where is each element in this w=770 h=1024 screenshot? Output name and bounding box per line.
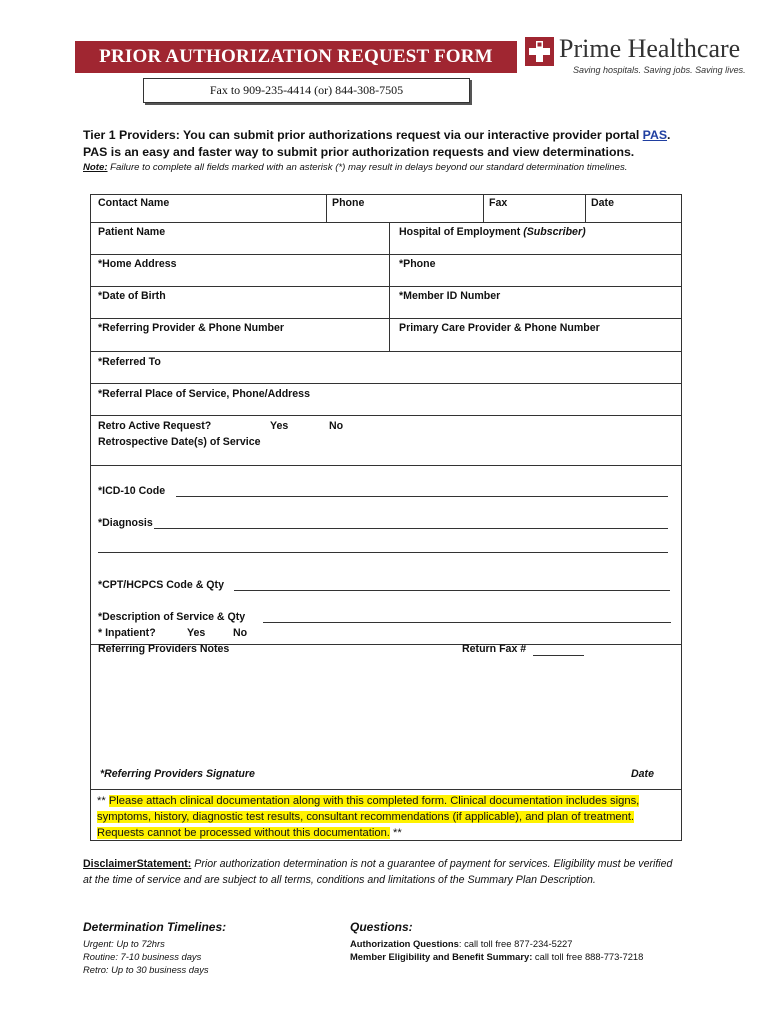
attach-text: Please attach clinical documentation along with this completed form. Clinical documentation includes signs, symptoms, history, diagnostic test results, consultant recommendations (if applicable), and plan of treatment. Requests cannot be processed without this documentation. [97, 795, 640, 839]
dob-field[interactable]: *Date of Birth [98, 290, 166, 302]
note-text: Failure to complete all fields marked with an asterisk (*) may result in delays beyond our standard determination timelines. [107, 162, 628, 173]
member-id-field[interactable]: *Member ID Number [399, 290, 501, 302]
pcp-field[interactable]: Primary Care Provider & Phone Number [399, 322, 600, 334]
member-eligibility-label: Member Eligibility and Benefit Summary: [350, 951, 533, 962]
icd10-input[interactable] [176, 496, 668, 497]
fax-field[interactable]: Fax [489, 197, 508, 209]
disclaimer-text: Prior authorization determination is not a guarantee of payment for services. Eligibility must be verified at the time of service and are subject to all terms, conditions and limitations of the Summary Plan Description. [83, 858, 673, 886]
note-label: Note: [83, 162, 108, 173]
auth-questions-line [350, 937, 572, 950]
intro-line2: PAS is an easy and faster way to submit prior authorization requests and view determinations. [83, 145, 635, 159]
diagnosis-input[interactable] [154, 528, 668, 529]
notes-field[interactable]: Referring Providers Notes [98, 643, 230, 655]
member-eligibility-line [350, 950, 643, 963]
fax-instruction: Fax to 909-235-4414 (or) 844-308-7505 [143, 78, 470, 103]
description-input[interactable] [263, 622, 671, 623]
disclaimer [83, 856, 683, 888]
hospital-field[interactable] [399, 226, 586, 238]
cpt-label: *CPT/HCPCS Code & Qty [98, 579, 224, 591]
attachment-notice [97, 793, 671, 841]
timeline-retro: Retro: Up to 30 business days [83, 964, 209, 975]
timelines-heading: Determination Timelines: [83, 920, 227, 934]
brand-name: Prime Healthcare [559, 34, 741, 63]
diagnosis-input-line2[interactable] [98, 552, 668, 553]
retro-yes-option[interactable]: Yes [270, 420, 289, 432]
contact-name-field[interactable]: Contact Name [98, 197, 170, 209]
hospital-sub: (Subscriber) [523, 226, 586, 238]
timeline-routine: Routine: 7-10 business days [83, 951, 202, 962]
inpatient-label: * Inpatient? [98, 627, 156, 639]
pas-portal-link[interactable]: PAS [642, 128, 668, 142]
referring-provider-field[interactable]: *Referring Provider & Phone Number [98, 322, 285, 334]
questions-heading: Questions: [350, 920, 413, 934]
inpatient-yes-option[interactable]: Yes [187, 627, 206, 639]
cross-logo-icon [525, 37, 554, 66]
form-title: PRIOR AUTHORIZATION REQUEST FORM [75, 41, 517, 73]
auth-questions-label: Authorization Questions [350, 938, 459, 949]
hospital-label: Hospital of Employment [399, 226, 524, 238]
retro-request-label: Retro Active Request? [98, 420, 212, 432]
retro-no-option[interactable]: No [329, 420, 344, 432]
prime-healthcare-logo [525, 34, 755, 87]
referred-to-field[interactable]: *Referred To [98, 356, 161, 368]
home-phone-field[interactable]: *Phone [399, 258, 436, 270]
member-eligibility-text: call toll free 888-773-7218 [532, 951, 644, 962]
home-address-field[interactable]: *Home Address [98, 258, 177, 270]
auth-questions-text: : call toll free 877-234-5227 [458, 938, 573, 949]
timeline-urgent: Urgent: Up to 72hrs [83, 938, 165, 949]
signature-field[interactable]: *Referring Providers Signature [100, 768, 255, 780]
brand-tagline: Saving hospitals. Saving jobs. Saving lives. [573, 65, 746, 75]
timelines-list [83, 937, 209, 976]
request-form [90, 194, 682, 841]
note [83, 162, 627, 173]
diagnosis-label: *Diagnosis [98, 517, 153, 529]
return-fax-input[interactable] [533, 655, 584, 656]
intro-line1-end: . [667, 128, 671, 142]
return-fax-label: Return Fax # [462, 643, 527, 655]
patient-name-field[interactable]: Patient Name [98, 226, 166, 238]
date-field[interactable]: Date [591, 197, 614, 209]
disclaimer-label: DisclaimerStatement: [83, 858, 192, 870]
description-label: *Description of Service & Qty [98, 611, 246, 623]
phone-field[interactable]: Phone [332, 197, 365, 209]
icd10-label: *ICD-10 Code [98, 485, 166, 497]
cpt-input[interactable] [234, 590, 670, 591]
attach-post: ** [389, 827, 402, 839]
referral-place-field[interactable]: *Referral Place of Service, Phone/Address [98, 388, 310, 400]
attach-pre: ** [97, 795, 109, 807]
intro-line1: Tier 1 Providers: You can submit prior authorizations request via our interactive provider portal [83, 128, 643, 142]
intro-text [83, 127, 683, 161]
retro-dates-field[interactable]: Retrospective Date(s) of Service [98, 436, 261, 448]
inpatient-no-option[interactable]: No [233, 627, 248, 639]
signature-date-field[interactable]: Date [631, 768, 654, 780]
